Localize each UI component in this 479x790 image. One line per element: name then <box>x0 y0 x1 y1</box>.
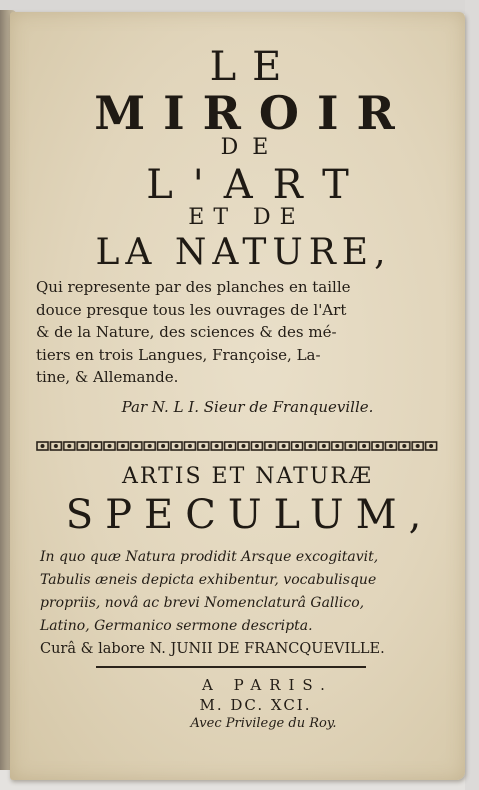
french-description-line: tiers en trois Langues, Françoise, La- <box>36 345 321 364</box>
horizontal-rule <box>96 666 366 668</box>
latin-description-line: Latino, Germanico sermone descripta. <box>40 618 313 634</box>
title-line-lart: L'ART <box>146 162 369 208</box>
title-line-de: DE <box>220 135 283 160</box>
ornament-divider <box>36 440 438 452</box>
french-description <box>36 276 436 389</box>
author-line: Par N. L I. Sieur de Franqueville. <box>121 398 374 416</box>
french-description-line: douce presque tous les ouvrages de l'Art <box>36 300 347 319</box>
latin-title-line-1: ARTIS ET NATURÆ <box>122 464 373 489</box>
french-description-line: tine, & Allemande. <box>36 368 179 386</box>
title-page <box>10 12 465 780</box>
latin-editor-line: Curâ & labore N. JUNII DE FRANCQUEVILLE. <box>40 641 385 657</box>
title-line-le: LE <box>209 44 298 90</box>
title-line-miroir: MIROIR <box>94 86 413 140</box>
latin-description-line: In quo quæ Natura prodidit Arsque excogitavit, <box>40 549 379 565</box>
french-description-line: Qui represente par des planches en taille <box>36 278 351 296</box>
imprint-place: A PARIS. <box>202 676 333 694</box>
latin-description <box>40 546 430 661</box>
imprint-date: M. DC. XCI. <box>199 696 312 714</box>
title-line-et-de: ET DE <box>188 205 305 230</box>
title-line-la-nature: LA NATURE, <box>95 232 392 273</box>
latin-description-line: Tabulis æneis depicta exhibentur, vocabulisque <box>40 572 377 588</box>
imprint-privilege: Avec Privilege du Roy. <box>190 716 337 731</box>
latin-description-line: propriis, novâ ac brevi Nomenclaturâ Gallico, <box>40 595 365 611</box>
french-description-line: & de la Nature, des sciences & des mé- <box>36 323 337 341</box>
latin-title-speculum: SPECULUM, <box>65 492 434 538</box>
